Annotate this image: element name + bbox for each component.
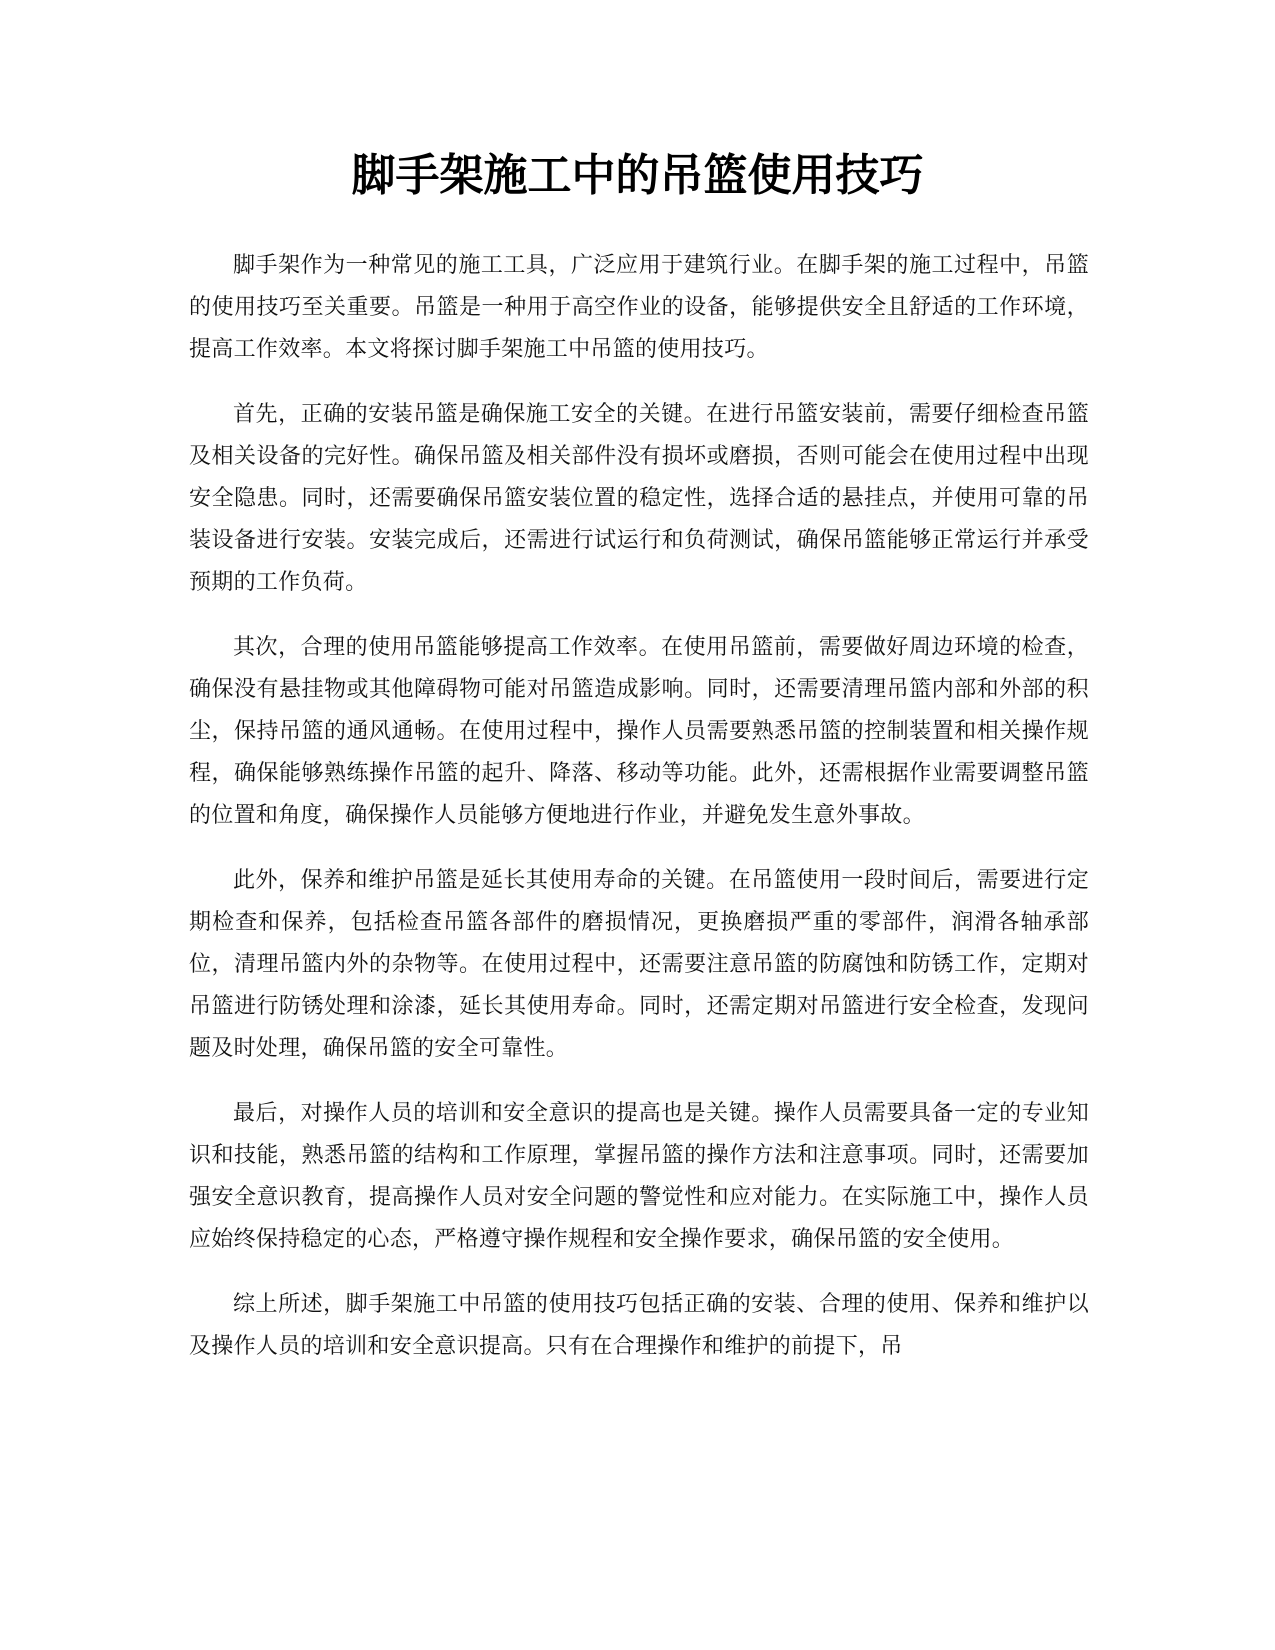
paragraph-maintenance: 此外，保养和维护吊篮是延长其使用寿命的关键。在吊篮使用一段时间后，需要进行定期检查和保养，包括检查吊篮各部件的磨损情况，更换磨损严重的零部件，润滑各轴承部位，清理吊篮内外的杂物等。在使用过程中，还需要注意吊篮的防腐蚀和防锈工作，定期对吊篮进行防锈处理和涂漆，延长其使用寿命。同时，还需定期对吊篮进行安全检查，发现问题及时处理，确保吊篮的安全可靠性。 (189, 868, 1089, 1061)
document-body (189, 245, 1089, 1391)
paragraph-intro: 脚手架作为一种常见的施工工具，广泛应用于建筑行业。在脚手架的施工过程中，吊篮的使用技巧至关重要。吊篮是一种用于高空作业的设备，能够提供安全且舒适的工作环境，提高工作效率。本文将探讨脚手架施工中吊篮的使用技巧。 (189, 253, 1089, 362)
paragraph-training: 最后，对操作人员的培训和安全意识的提高也是关键。操作人员需要具备一定的专业知识和技能，熟悉吊篮的结构和工作原理，掌握吊篮的操作方法和注意事项。同时，还需要加强安全意识教育，提高操作人员对安全问题的警觉性和应对能力。在实际施工中，操作人员应始终保持稳定的心态，严格遵守操作规程和安全操作要求，确保吊篮的安全使用。 (189, 1101, 1089, 1252)
paragraph-summary: 综上所述，脚手架施工中吊篮的使用技巧包括正确的安装、合理的使用、保养和维护以及操作人员的培训和安全意识提高。只有在合理操作和维护的前提下，吊 (189, 1292, 1089, 1359)
document-title: 脚手架施工中的吊篮使用技巧 (351, 150, 924, 201)
paragraph-installation: 首先，正确的安装吊篮是确保施工安全的关键。在进行吊篮安装前，需要仔细检查吊篮及相关设备的完好性。确保吊篮及相关部件没有损坏或磨损，否则可能会在使用过程中出现安全隐患。同时，还需要确保吊篮安装位置的稳定性，选择合适的悬挂点，并使用可靠的吊装设备进行安装。安装完成后，还需进行试运行和负荷测试，确保吊篮能够正常运行并承受预期的工作负荷。 (189, 402, 1089, 595)
paragraph-usage: 其次，合理的使用吊篮能够提高工作效率。在使用吊篮前，需要做好周边环境的检查，确保没有悬挂物或其他障碍物可能对吊篮造成影响。同时，还需要清理吊篮内部和外部的积尘，保持吊篮的通风通畅。在使用过程中，操作人员需要熟悉吊篮的控制装置和相关操作规程，确保能够熟练操作吊篮的起升、降落、移动等功能。此外，还需根据作业需要调整吊篮的位置和角度，确保操作人员能够方便地进行作业，并避免发生意外事故。 (189, 635, 1089, 828)
